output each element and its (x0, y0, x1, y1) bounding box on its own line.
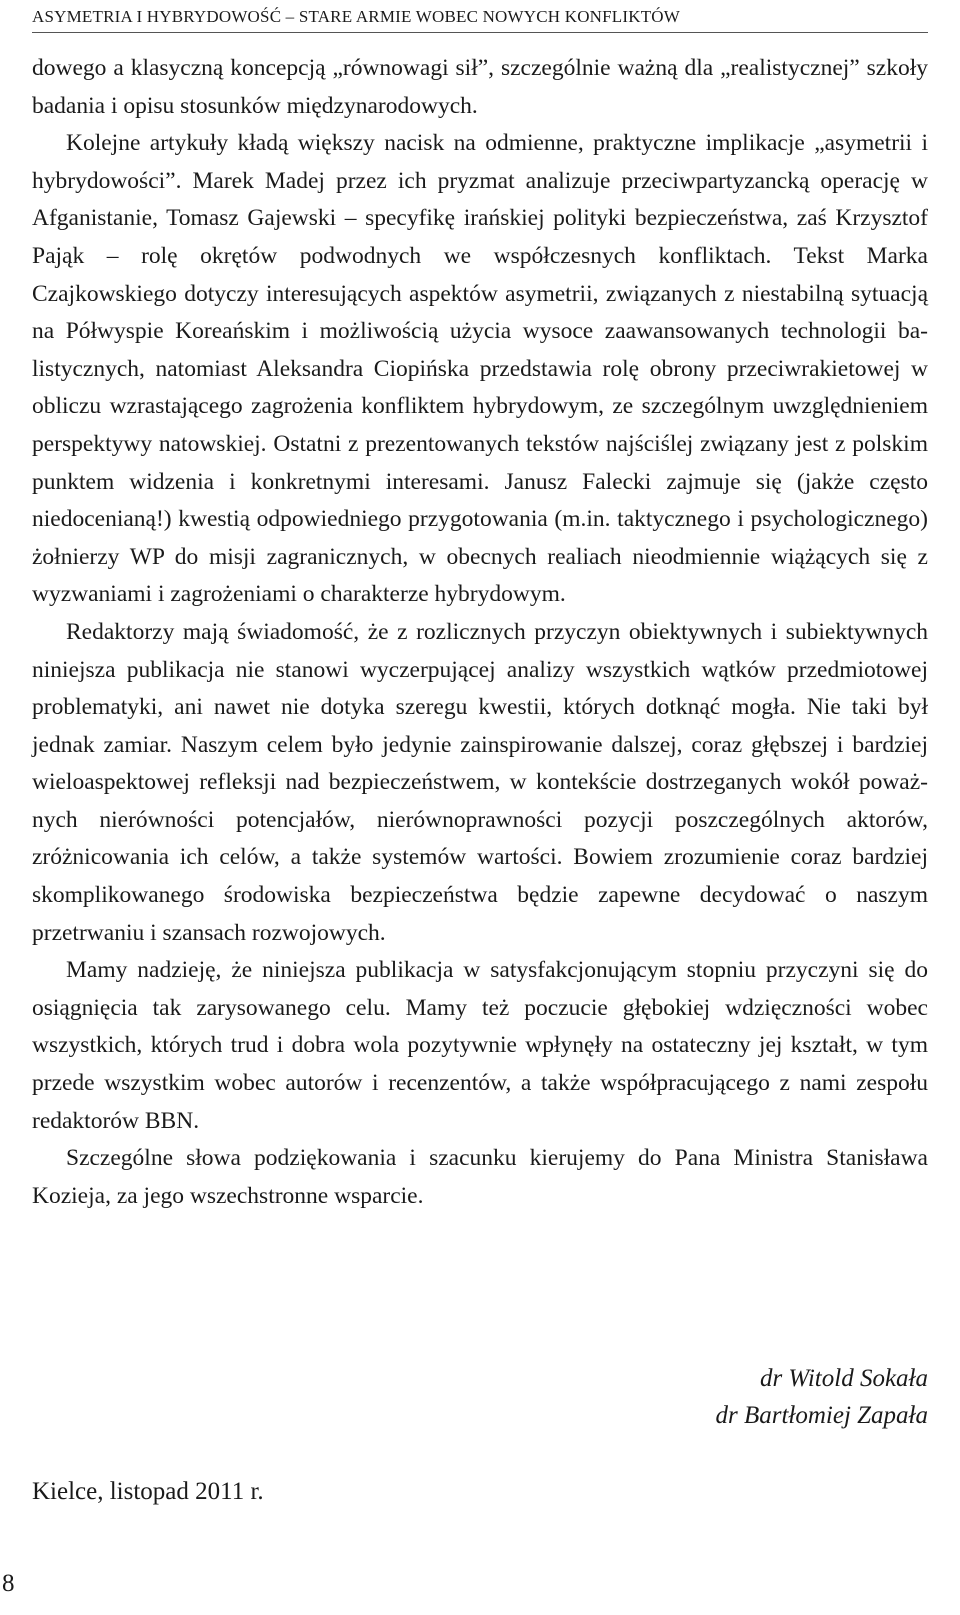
place-date: Kielce, listopad 2011 r. (32, 1478, 264, 1505)
signatures (715, 1360, 928, 1434)
running-header (32, 4, 928, 33)
signature-author-1: dr Witold Sokała (759, 1365, 928, 1392)
signature-author-2: dr Bartłomiej Zapała (715, 1402, 928, 1429)
page-number: 8 (2, 1570, 15, 1597)
paragraph-editors: Redaktorzy mają świadomość, że z rozlicznych przyczyn obiektywnych i subiektywnych niniejsza publikacja nie stanowi wyczerpującej analizy wszystkich wątków przedmiotowej problematyki, ani nawet nie dotyka szeregu kwestii, których dotknąć mogła. Nie taki był jednak zamiar. Naszym celem było jedynie zainspirowanie dalszej, coraz głębszej i bardziej wieloaspektowej refleksji nad bezpieczeństwem, w kontekście dostrzeganych wokół poważnych nierówności potencjałów, nierównoprawności pozycji poszczególnych aktorów, zróżnicowania ich celów, a także systemów wartości. Bowiem zrozumienie coraz bardziej skomplikowanego środowiska bezpieczeństwa będzie zapewne decydować o naszym przetrwaniu i szansach rozwojowych. (32, 618, 928, 946)
running-title: ASYMETRIA I HYBRYDOWOŚĆ – STARE ARMIE WOBEC NOWYCH KONFLIKTÓW (32, 7, 681, 26)
paragraph-thanks: Szczególne słowa podziękowania i szacunku kierujemy do Pana Ministra Stanisława Kozieja, za jego wszechstronne wsparcie. (32, 1145, 928, 1209)
paragraph-articles: Kolejne artykuły kładą większy nacisk na odmienne, praktyczne implikacje „asymetrii i hybrydowości”. Marek Madej przez ich pryzmat analizuje przeciwpartyzancką operację w Afganistanie, Tomasz Gajewski – specyfikę irańskiej polityki bezpieczeństwa, zaś Krzysztof Pająk – rolę okrętów podwodnych we współczesnych konfliktach. Tekst Marka Czajkowskiego dotyczy interesujących aspektów asymetrii, związanych z niestabilną sytuacją na Półwyspie Koreańskim i możliwością użycia wysoce zaawansowanych technologii balistycznych, natomiast Aleksandra Ciopińska przedstawia rolę obrony przeciwrakietowej w obliczu wzrastającego zagrożenia konfliktem hybrydowym, ze szczególnym uwzględnieniem perspektywy natowskiej. Ostatni z prezentowanych tekstów najściślej związany jest z polskim punktem widzenia i konkretnymi interesami. Janusz Falecki zajmuje się (jakże często niedocenianą!) kwestią odpowiedniego przygotowania (m.in. taktycznego i psychologicznego) żołnierzy WP do misji zagranicznych, w obecnych realiach nieodmiennie wiążących się z wyzwaniami i zagrożeniami o charakterze hybrydowym. (32, 130, 928, 608)
paragraph-continuation: dowego a klasyczną koncepcją „równowagi sił”, szczególnie ważną dla „realistycznej” szkoły badania i opisu stosunków międzynarodowych. (32, 55, 928, 119)
paragraph-hope: Mamy nadzieję, że niniejsza publikacja w satysfakcjonującym stopniu przyczyni się do osiągnięcia tak zarysowanego celu. Mamy też poczucie głębokiej wdzięczności wobec wszystkich, których trud i dobra wola pozytywnie wpłynęły na ostateczny jej kształt, w tym przede wszystkim wobec autorów i recenzentów, a także współpracującego z nami zespołu redaktorów BBN. (32, 957, 928, 1134)
body-text (32, 50, 928, 1215)
